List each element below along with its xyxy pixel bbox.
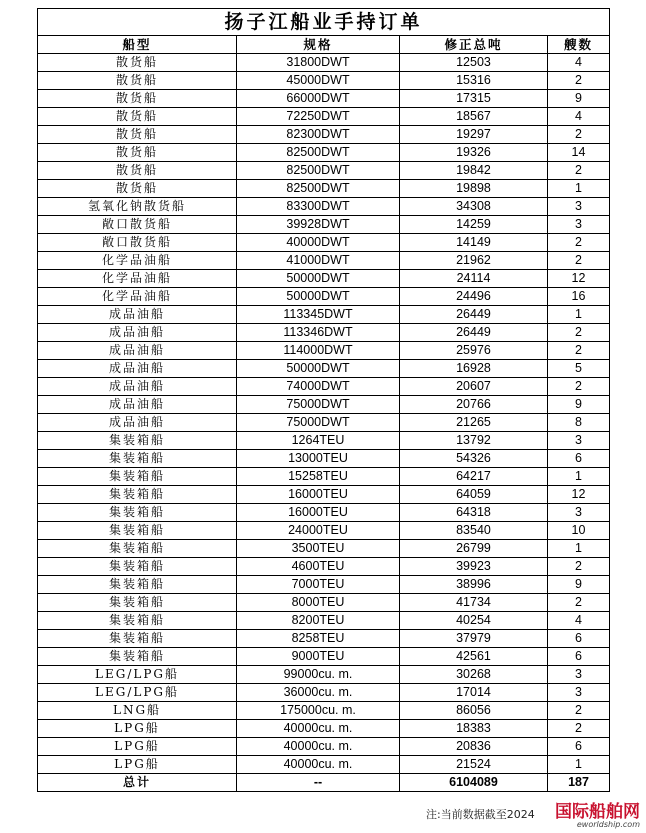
cell-spec: 36000cu. m. xyxy=(237,684,400,702)
cell-ship-type: 散货船 xyxy=(38,72,237,90)
table-row xyxy=(38,342,610,360)
table-row xyxy=(38,414,610,432)
order-table xyxy=(37,8,610,792)
cell-count: 2 xyxy=(548,126,610,144)
cell-count: 1 xyxy=(548,468,610,486)
cell-ship-type: 成品油船 xyxy=(38,396,237,414)
cell-ship-type: 散货船 xyxy=(38,126,237,144)
cell-count: 6 xyxy=(548,450,610,468)
cell-spec: 4600TEU xyxy=(237,558,400,576)
cell-count: 8 xyxy=(548,414,610,432)
table-title: 扬子江船业手持订单 xyxy=(38,9,610,36)
footnote: 注:当前数据截至2024 xyxy=(426,808,535,821)
cell-tonnage: 19842 xyxy=(400,162,548,180)
cell-count: 9 xyxy=(548,90,610,108)
cell-spec: 113346DWT xyxy=(237,324,400,342)
cell-count: 3 xyxy=(548,504,610,522)
cell-ship-type: 集装箱船 xyxy=(38,504,237,522)
cell-spec: 41000DWT xyxy=(237,252,400,270)
cell-tonnage: 19297 xyxy=(400,126,548,144)
cell-tonnage: 20836 xyxy=(400,738,548,756)
table-row xyxy=(38,360,610,378)
table-row xyxy=(38,108,610,126)
cell-ship-type: 集装箱船 xyxy=(38,486,237,504)
table-row xyxy=(38,306,610,324)
cell-count: 2 xyxy=(548,324,610,342)
cell-spec: 16000TEU xyxy=(237,486,400,504)
cell-tonnage: 83540 xyxy=(400,522,548,540)
cell-spec: 75000DWT xyxy=(237,396,400,414)
cell-ship-type: 散货船 xyxy=(38,90,237,108)
table-row xyxy=(38,504,610,522)
cell-ship-type: LPG船 xyxy=(38,756,237,774)
cell-ship-type: LEG/LPG船 xyxy=(38,666,237,684)
cell-spec: 82500DWT xyxy=(237,162,400,180)
col-header-tonnage: 修正总吨 xyxy=(400,36,548,54)
cell-ship-type: 化学品油船 xyxy=(38,270,237,288)
table-row xyxy=(38,684,610,702)
cell-ship-type: 成品油船 xyxy=(38,378,237,396)
cell-tonnage: 18567 xyxy=(400,108,548,126)
cell-ship-type: 成品油船 xyxy=(38,342,237,360)
cell-spec: 8200TEU xyxy=(237,612,400,630)
cell-spec: 99000cu. m. xyxy=(237,666,400,684)
cell-spec: 40000DWT xyxy=(237,234,400,252)
cell-tonnage: 12503 xyxy=(400,54,548,72)
watermark-logo xyxy=(555,804,640,829)
order-sheet xyxy=(37,8,609,792)
cell-count: 1 xyxy=(548,180,610,198)
cell-spec: 82300DWT xyxy=(237,126,400,144)
table-row xyxy=(38,144,610,162)
cell-ship-type: 敞口散货船 xyxy=(38,216,237,234)
cell-count: 1 xyxy=(548,540,610,558)
cell-spec: 16000TEU xyxy=(237,504,400,522)
table-row xyxy=(38,54,610,72)
cell-ship-type: 化学品油船 xyxy=(38,288,237,306)
cell-spec: 83300DWT xyxy=(237,198,400,216)
cell-spec: 40000cu. m. xyxy=(237,720,400,738)
col-header-count: 艘数 xyxy=(548,36,610,54)
cell-spec: 15258TEU xyxy=(237,468,400,486)
cell-spec: 40000cu. m. xyxy=(237,756,400,774)
cell-spec: 82500DWT xyxy=(237,180,400,198)
total-row xyxy=(38,774,610,792)
cell-ship-type: 集装箱船 xyxy=(38,540,237,558)
table-row xyxy=(38,234,610,252)
total-spec: -- xyxy=(237,774,400,792)
cell-count: 3 xyxy=(548,684,610,702)
cell-count: 10 xyxy=(548,522,610,540)
table-row xyxy=(38,126,610,144)
cell-tonnage: 21265 xyxy=(400,414,548,432)
cell-count: 2 xyxy=(548,72,610,90)
cell-tonnage: 14149 xyxy=(400,234,548,252)
cell-tonnage: 37979 xyxy=(400,630,548,648)
cell-spec: 40000cu. m. xyxy=(237,738,400,756)
cell-tonnage: 15316 xyxy=(400,72,548,90)
cell-tonnage: 39923 xyxy=(400,558,548,576)
cell-ship-type: 化学品油船 xyxy=(38,252,237,270)
cell-tonnage: 41734 xyxy=(400,594,548,612)
cell-ship-type: 集装箱船 xyxy=(38,522,237,540)
watermark-cn: 国际船舶网 xyxy=(555,802,640,822)
cell-tonnage: 42561 xyxy=(400,648,548,666)
table-row xyxy=(38,90,610,108)
cell-count: 2 xyxy=(548,252,610,270)
table-row xyxy=(38,72,610,90)
cell-spec: 50000DWT xyxy=(237,360,400,378)
cell-spec: 72250DWT xyxy=(237,108,400,126)
cell-count: 16 xyxy=(548,288,610,306)
cell-count: 2 xyxy=(548,558,610,576)
table-row xyxy=(38,648,610,666)
cell-spec: 114000DWT xyxy=(237,342,400,360)
cell-spec: 75000DWT xyxy=(237,414,400,432)
total-tonnage: 6104089 xyxy=(400,774,548,792)
table-row xyxy=(38,252,610,270)
cell-tonnage: 26799 xyxy=(400,540,548,558)
cell-tonnage: 17014 xyxy=(400,684,548,702)
table-row xyxy=(38,486,610,504)
cell-tonnage: 20607 xyxy=(400,378,548,396)
cell-spec: 8258TEU xyxy=(237,630,400,648)
cell-count: 14 xyxy=(548,144,610,162)
cell-ship-type: 集装箱船 xyxy=(38,576,237,594)
table-row xyxy=(38,522,610,540)
cell-tonnage: 13792 xyxy=(400,432,548,450)
cell-tonnage: 25976 xyxy=(400,342,548,360)
cell-ship-type: 成品油船 xyxy=(38,324,237,342)
table-row xyxy=(38,756,610,774)
cell-ship-type: 成品油船 xyxy=(38,360,237,378)
table-row xyxy=(38,378,610,396)
cell-tonnage: 26449 xyxy=(400,324,548,342)
cell-spec: 39928DWT xyxy=(237,216,400,234)
cell-tonnage: 24496 xyxy=(400,288,548,306)
cell-tonnage: 19898 xyxy=(400,180,548,198)
cell-count: 4 xyxy=(548,54,610,72)
col-header-type: 船型 xyxy=(38,36,237,54)
cell-count: 6 xyxy=(548,630,610,648)
cell-spec: 74000DWT xyxy=(237,378,400,396)
table-row xyxy=(38,396,610,414)
table-row xyxy=(38,180,610,198)
cell-spec: 3500TEU xyxy=(237,540,400,558)
cell-ship-type: 集装箱船 xyxy=(38,558,237,576)
cell-ship-type: LPG船 xyxy=(38,720,237,738)
cell-spec: 1264TEU xyxy=(237,432,400,450)
cell-count: 1 xyxy=(548,306,610,324)
table-row xyxy=(38,216,610,234)
cell-ship-type: 散货船 xyxy=(38,144,237,162)
cell-tonnage: 38996 xyxy=(400,576,548,594)
total-count: 187 xyxy=(548,774,610,792)
table-row xyxy=(38,738,610,756)
table-row xyxy=(38,630,610,648)
cell-tonnage: 17315 xyxy=(400,90,548,108)
col-header-spec: 规格 xyxy=(237,36,400,54)
cell-count: 2 xyxy=(548,234,610,252)
table-row xyxy=(38,270,610,288)
cell-ship-type: 散货船 xyxy=(38,54,237,72)
cell-tonnage: 26449 xyxy=(400,306,548,324)
cell-tonnage: 64318 xyxy=(400,504,548,522)
cell-tonnage: 64059 xyxy=(400,486,548,504)
table-row xyxy=(38,702,610,720)
cell-count: 12 xyxy=(548,486,610,504)
table-row xyxy=(38,324,610,342)
table-row xyxy=(38,612,610,630)
cell-count: 2 xyxy=(548,378,610,396)
table-row xyxy=(38,288,610,306)
cell-count: 3 xyxy=(548,666,610,684)
table-row xyxy=(38,576,610,594)
cell-tonnage: 19326 xyxy=(400,144,548,162)
table-row xyxy=(38,162,610,180)
cell-count: 12 xyxy=(548,270,610,288)
header-row xyxy=(38,36,610,54)
cell-count: 4 xyxy=(548,612,610,630)
cell-ship-type: LEG/LPG船 xyxy=(38,684,237,702)
cell-tonnage: 18383 xyxy=(400,720,548,738)
table-row xyxy=(38,720,610,738)
cell-ship-type: LNG船 xyxy=(38,702,237,720)
cell-count: 3 xyxy=(548,198,610,216)
cell-ship-type: 集装箱船 xyxy=(38,432,237,450)
cell-count: 2 xyxy=(548,342,610,360)
cell-tonnage: 16928 xyxy=(400,360,548,378)
cell-spec: 45000DWT xyxy=(237,72,400,90)
table-row xyxy=(38,540,610,558)
cell-spec: 82500DWT xyxy=(237,144,400,162)
cell-count: 6 xyxy=(548,648,610,666)
cell-ship-type: 散货船 xyxy=(38,108,237,126)
cell-count: 4 xyxy=(548,108,610,126)
cell-ship-type: 集装箱船 xyxy=(38,594,237,612)
cell-count: 1 xyxy=(548,756,610,774)
table-row xyxy=(38,558,610,576)
cell-tonnage: 21524 xyxy=(400,756,548,774)
cell-count: 2 xyxy=(548,594,610,612)
cell-ship-type: 集装箱船 xyxy=(38,630,237,648)
cell-spec: 9000TEU xyxy=(237,648,400,666)
cell-tonnage: 40254 xyxy=(400,612,548,630)
cell-count: 9 xyxy=(548,576,610,594)
table-row xyxy=(38,450,610,468)
table-row xyxy=(38,468,610,486)
table-row xyxy=(38,594,610,612)
cell-count: 6 xyxy=(548,738,610,756)
cell-tonnage: 64217 xyxy=(400,468,548,486)
cell-tonnage: 20766 xyxy=(400,396,548,414)
cell-tonnage: 21962 xyxy=(400,252,548,270)
cell-spec: 31800DWT xyxy=(237,54,400,72)
cell-tonnage: 34308 xyxy=(400,198,548,216)
cell-ship-type: 集装箱船 xyxy=(38,612,237,630)
cell-tonnage: 54326 xyxy=(400,450,548,468)
cell-ship-type: LPG船 xyxy=(38,738,237,756)
cell-tonnage: 86056 xyxy=(400,702,548,720)
table-row xyxy=(38,666,610,684)
cell-count: 3 xyxy=(548,432,610,450)
cell-count: 5 xyxy=(548,360,610,378)
cell-spec: 8000TEU xyxy=(237,594,400,612)
cell-spec: 66000DWT xyxy=(237,90,400,108)
cell-ship-type: 集装箱船 xyxy=(38,468,237,486)
cell-spec: 175000cu. m. xyxy=(237,702,400,720)
cell-tonnage: 30268 xyxy=(400,666,548,684)
cell-count: 9 xyxy=(548,396,610,414)
cell-spec: 7000TEU xyxy=(237,576,400,594)
cell-tonnage: 14259 xyxy=(400,216,548,234)
cell-ship-type: 成品油船 xyxy=(38,306,237,324)
cell-count: 2 xyxy=(548,162,610,180)
cell-ship-type: 散货船 xyxy=(38,180,237,198)
cell-ship-type: 集装箱船 xyxy=(38,450,237,468)
table-row xyxy=(38,198,610,216)
cell-ship-type: 集装箱船 xyxy=(38,648,237,666)
cell-ship-type: 敞口散货船 xyxy=(38,234,237,252)
cell-spec: 50000DWT xyxy=(237,288,400,306)
cell-count: 2 xyxy=(548,720,610,738)
cell-spec: 50000DWT xyxy=(237,270,400,288)
cell-count: 2 xyxy=(548,702,610,720)
cell-spec: 113345DWT xyxy=(237,306,400,324)
cell-ship-type: 氢氧化钠散货船 xyxy=(38,198,237,216)
cell-count: 3 xyxy=(548,216,610,234)
cell-tonnage: 24114 xyxy=(400,270,548,288)
cell-ship-type: 成品油船 xyxy=(38,414,237,432)
watermark-en: eworldship.com xyxy=(576,820,640,829)
cell-spec: 24000TEU xyxy=(237,522,400,540)
cell-spec: 13000TEU xyxy=(237,450,400,468)
table-row xyxy=(38,432,610,450)
cell-ship-type: 散货船 xyxy=(38,162,237,180)
total-label: 总计 xyxy=(38,774,237,792)
